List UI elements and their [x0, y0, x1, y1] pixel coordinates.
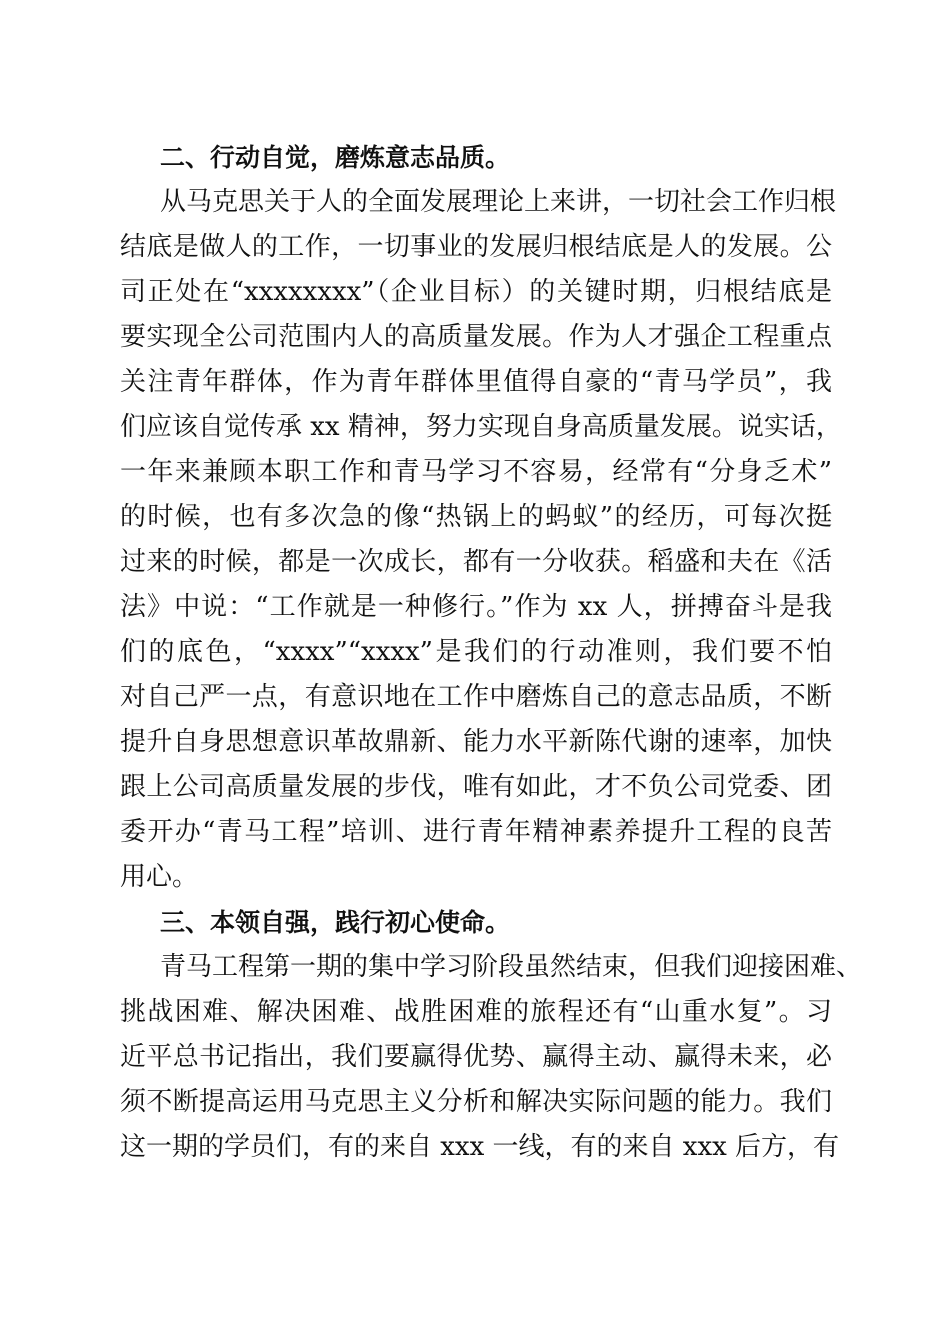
text-line: 结底是做人的工作，一切事业的发展归根结底是人的发展。公 — [120, 232, 832, 262]
text-line: 们应该自觉传承 xx 精神，努力实现自身高质量发展。说实话， — [120, 412, 842, 442]
section-heading-2: 二、行动自觉，磨炼意志品质。 — [160, 143, 511, 172]
paragraph-section-2 — [120, 180, 842, 900]
text-line: 关注青年群体，作为青年群体里值得自豪的“青马学员”，我 — [120, 367, 832, 397]
text-line: 过来的时候，都是一次成长，都有一分收获。稻盛和夫在《活 — [120, 547, 832, 577]
paragraph-section-3 — [120, 945, 863, 1170]
text-line: 用心。 — [120, 862, 199, 892]
document-body — [120, 135, 863, 1170]
text-line: 跟上公司高质量发展的步伐，唯有如此，才不负公司党委、团 — [120, 772, 832, 802]
text-line: 法》中说：“工作就是一种修行。”作为 xx 人，拼搏奋斗是我 — [120, 592, 832, 622]
text-line: 这一期的学员们，有的来自 xxx 一线，有的来自 xxx 后方，有 — [120, 1132, 840, 1162]
text-line: 一年来兼顾本职工作和青马学习不容易，经常有“分身乏术” — [120, 457, 832, 487]
text-line: 委开办“青马工程”培训、进行青年精神素养提升工程的良苦 — [120, 817, 832, 847]
text-line: 对自己严一点，有意识地在工作中磨炼自己的意志品质，不断 — [120, 682, 832, 712]
text-line: 须不断提高运用马克思主义分析和解决实际问题的能力。我们 — [120, 1087, 832, 1117]
text-line: 挑战困难、解决困难、战胜困难的旅程还有“山重水复”。习 — [120, 997, 832, 1027]
text-line: 要实现全公司范围内人的高质量发展。作为人才强企工程重点 — [120, 322, 832, 352]
text-line: 司正处在“xxxxxxxx”（企业目标）的关键时期，归根结底是 — [120, 277, 832, 307]
text-line: 提升自身思想意识革故鼎新、能力水平新陈代谢的速率，加快 — [120, 727, 832, 757]
text-line: 青马工程第一期的集中学习阶段虽然结束，但我们迎接困难、 — [160, 952, 863, 982]
text-line: 的时候，也有多次急的像“热锅上的蚂蚁”的经历，可每次挺 — [120, 502, 832, 532]
text-line: 近平总书记指出，我们要赢得优势、赢得主动、赢得未来，必 — [120, 1042, 832, 1072]
text-line: 们的底色，“xxxx”“xxxx”是我们的行动准则，我们要不怕 — [120, 637, 832, 667]
text-line: 从马克思关于人的全面发展理论上来讲，一切社会工作归根 — [160, 187, 837, 217]
section-heading-3: 三、本领自强，践行初心使命。 — [160, 908, 511, 937]
